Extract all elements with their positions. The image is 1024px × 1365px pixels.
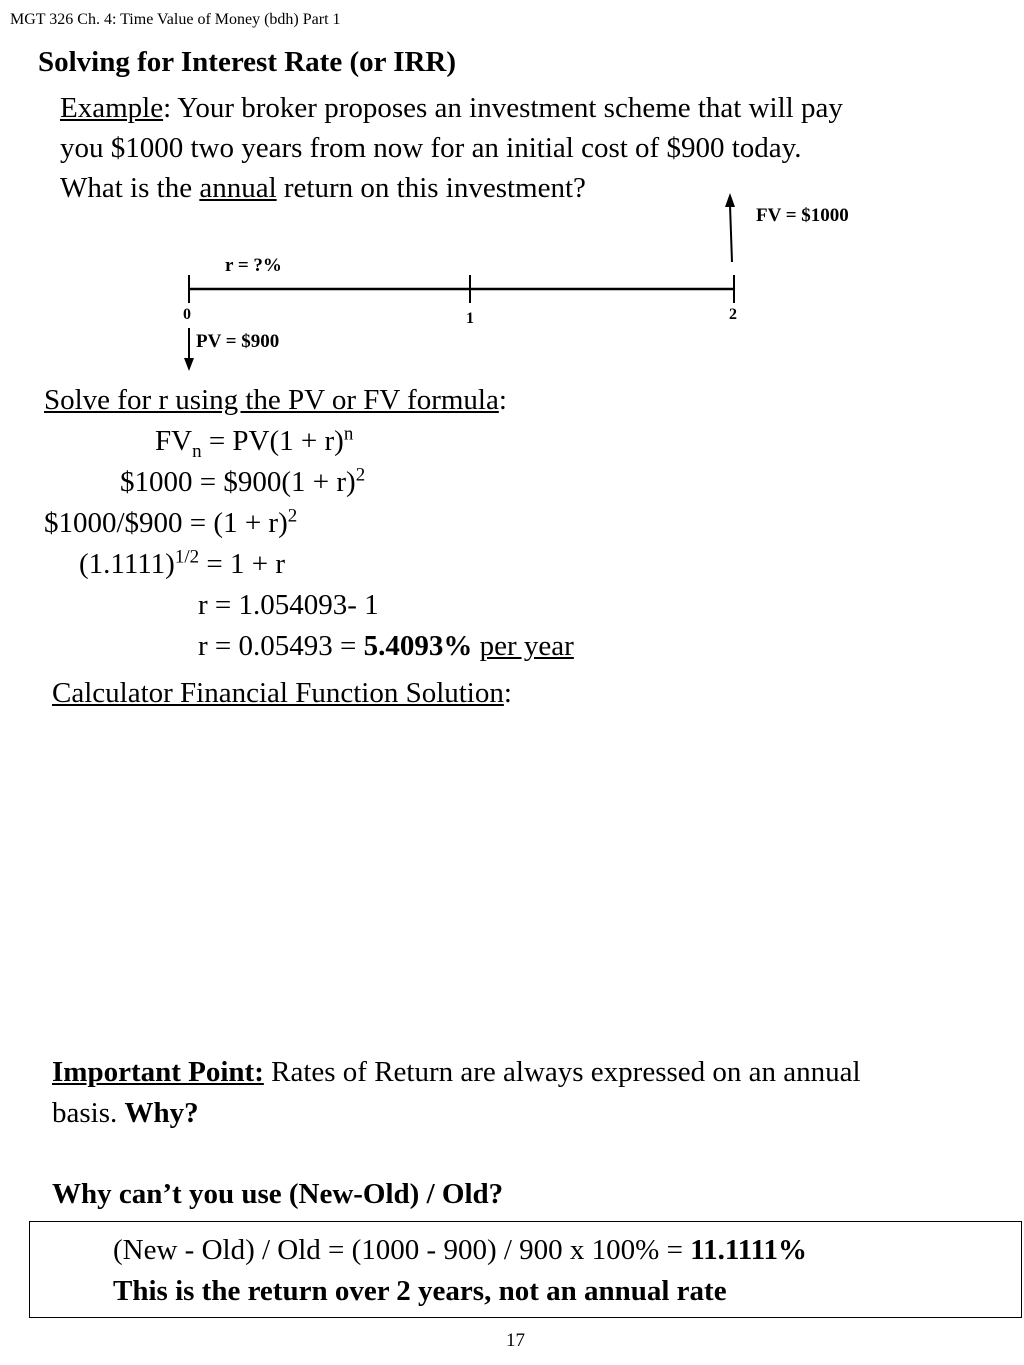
example-line-3-b: return on this investment? xyxy=(276,172,586,204)
eq3-text: $1000/$900 = (1 + r) xyxy=(44,507,288,539)
slide-title: Solving for Interest Rate (or IRR) xyxy=(38,46,457,78)
tick-label-1: 1 xyxy=(466,310,474,327)
box-line-1 xyxy=(113,1234,807,1267)
eq2-text: $1000 = $900(1 + r) xyxy=(120,466,356,498)
eq6-a: r = 0.05493 = xyxy=(198,630,364,662)
example-line-3-a: What is the xyxy=(60,172,200,204)
calculator-heading-colon: : xyxy=(503,677,512,709)
eq1-fv: FV xyxy=(155,425,193,457)
page-number: 17 xyxy=(506,1330,525,1351)
annual-word: annual xyxy=(199,172,277,204)
fv-label: FV = $1000 xyxy=(756,205,849,226)
example-text-1: : Your broker proposes an investment scheme that will pay xyxy=(163,92,843,124)
pv-arrow-head xyxy=(184,358,194,371)
equation-1 xyxy=(155,423,354,462)
solve-heading xyxy=(44,384,507,417)
eq4-b: = 1 + r xyxy=(199,548,285,580)
annual-rate-result: 5.4093% xyxy=(363,630,473,662)
tick-label-0: 0 xyxy=(183,306,191,323)
rate-label: r = ?% xyxy=(225,255,282,276)
important-label: Important Point: xyxy=(52,1056,264,1088)
eq3-superscript: 2 xyxy=(287,505,298,527)
important-text: Rates of Return are always expressed on an annual xyxy=(263,1056,861,1088)
eq1-superscript: n xyxy=(343,423,354,445)
slide-header: MGT 326 Ch. 4: Time Value of Money (bdh) Part 1 xyxy=(10,11,341,28)
per-year-label: per year xyxy=(479,630,574,662)
equation-6 xyxy=(198,630,574,663)
eq1-subscript: n xyxy=(192,440,202,462)
calculator-heading-text: Calculator Financial Function Solution xyxy=(52,677,504,709)
important-line-1 xyxy=(52,1056,861,1089)
eq1-rest: = PV(1 + r) xyxy=(201,425,344,457)
important-line-2-a: basis. xyxy=(52,1097,125,1129)
tick-label-2: 2 xyxy=(729,306,737,323)
equation-4 xyxy=(79,548,285,581)
eq4-superscript: 1/2 xyxy=(174,546,200,568)
why-question: Why can’t you use (New-Old) / Old? xyxy=(52,1178,504,1210)
equation-5: r = 1.054093- 1 xyxy=(198,589,379,621)
important-line-2 xyxy=(52,1097,199,1130)
example-line-2: you $1000 two years from now for an initial cost of $900 today. xyxy=(60,132,802,164)
solve-heading-text: Solve for r using the PV or FV formula xyxy=(44,384,499,416)
pv-label: PV = $900 xyxy=(196,331,280,352)
fv-arrow-head xyxy=(725,193,735,207)
fv-arrow-shaft xyxy=(730,205,732,262)
solve-heading-colon: : xyxy=(498,384,507,416)
box-line-2: This is the return over 2 years, not an annual rate xyxy=(113,1275,727,1307)
two-year-return: 11.1111% xyxy=(690,1234,808,1266)
eq4-a: (1.1111) xyxy=(79,548,175,580)
eq2-superscript: 2 xyxy=(355,464,366,486)
equation-2 xyxy=(120,466,365,499)
why-question-short: Why? xyxy=(124,1097,199,1129)
example-label: Example xyxy=(60,92,164,124)
box-line-1-a: (New - Old) / Old = (1000 - 900) / 900 x 100% = xyxy=(113,1234,691,1266)
equation-3 xyxy=(44,507,297,540)
calculator-heading xyxy=(52,677,512,710)
